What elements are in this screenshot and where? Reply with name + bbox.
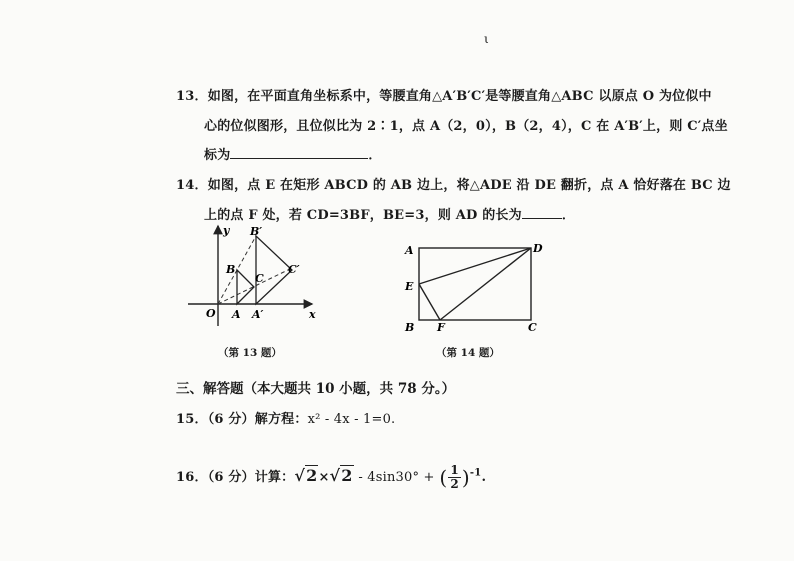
q13-line3 [204, 144, 382, 163]
q14-line2 [204, 204, 575, 223]
figure-14 [400, 238, 550, 338]
q16-mid: - 4sin30° + [358, 470, 435, 485]
fig14-label-e: E [405, 280, 414, 293]
q13-line2: 心的位似图形，且位似比为 2∶1，点 A（2，0），B（2，4），C 在 A′B′上，则 C′点坐 [204, 119, 728, 134]
fig14-label-c: C [528, 321, 537, 334]
q13-line3-prefix: 标为 [204, 148, 231, 163]
fig13-label-o: O [206, 307, 216, 320]
q14-line2-suffix: ． [561, 208, 576, 223]
q15-equation: x² - 4x - 1=0. [307, 412, 396, 427]
page-mark: ι [484, 32, 489, 46]
figure-13 [180, 222, 330, 332]
q16-fraction: $\frac{1}{2}$ [450, 463, 459, 491]
q16-end: . [481, 470, 487, 485]
q15-prefix: 15．（6 分）解方程： [176, 412, 308, 427]
fig13-label-a: A [232, 308, 241, 321]
fig13-label-a-prime: A′ [252, 308, 264, 321]
fig13-label-b-prime: B′ [250, 225, 263, 238]
fig14-label-f: F [437, 321, 445, 334]
fig13-triangle-abc-prime [256, 236, 292, 304]
fig14-rectangle-abcd [419, 248, 531, 320]
q14-line1: 14．如图，点 E 在矩形 ABCD 的 AB 边上，将△ADE 沿 DE 翻折，点 A 恰好落在 BC 边 [176, 178, 731, 193]
fig14-label-b: B [405, 321, 415, 334]
q13-line1: 13．如图，在平面直角坐标系中，等腰直角△A′B′C′是等腰直角△ABC 以原点 O 为位似中 [176, 89, 712, 104]
q16-times: × [318, 470, 330, 485]
fig14-segment-ad-diagonal [419, 248, 531, 284]
q16-sqrt-2: √2 [329, 466, 353, 485]
fig14-caption: （第 14 题） [436, 347, 500, 359]
q16-exponent: -1 [469, 467, 482, 479]
section-3-heading: 三、解答题（本大题共 10 小题，共 78 分。） [176, 381, 456, 397]
fig13-label-y: y [223, 224, 230, 237]
q15 [176, 408, 395, 427]
q13-line3-suffix: ． [368, 148, 382, 163]
fig13-label-c-prime: C′ [288, 263, 300, 276]
fig13-caption: （第 13 题） [218, 347, 282, 359]
fig14-label-d: D [533, 242, 543, 255]
q14-answer-blank[interactable] [522, 206, 562, 219]
q13-answer-blank[interactable] [230, 146, 368, 159]
q16-sqrt-1: √2 [294, 466, 318, 485]
fig13-label-c: C [255, 272, 264, 285]
fig14-segment-ef [419, 284, 440, 320]
q14-line2-prefix: 上的点 F 处，若 CD=3BF，BE=3，则 AD 的长为 [204, 208, 522, 223]
q16: 16．（6 分）计算：√2×√2 - 4sin30° + ( $\frac{1}{2}$ )$^{-1}$. [176, 463, 487, 491]
q16-prefix: 16．（6 分）计算： [176, 470, 295, 485]
fig13-label-b: B [226, 263, 236, 276]
fig14-label-a: A [405, 244, 414, 257]
fig13-label-x: x [309, 308, 316, 321]
fig14-segment-fd [440, 248, 531, 320]
fig13-triangle-abc [237, 270, 254, 304]
